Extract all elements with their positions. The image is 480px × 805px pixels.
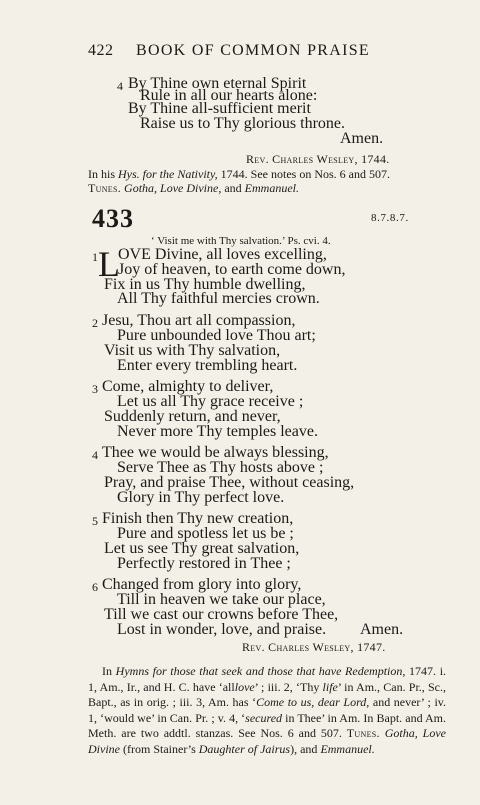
verse-line: By Thine all-sufficient merit: [128, 100, 311, 117]
verse-line: Finish then Thy new creation,: [102, 510, 294, 527]
verse-line: Pray, and praise Thee, without ceasing,: [104, 474, 355, 491]
editorial-notes: In Hymns for those that seek and those that have Redemption, 1747. i. 1, Am., Ir., and H. C. have ‘alllove’ ; iii. 2, ‘Thy life’ in Am., Can. Pr., Sc., Bapt., as in orig. ; iii. 3, Am. has ‘Come to us, dear Lord, and never’ ; iv. 1, ‘would we’ in Can. Pr. ; v. 4, ‘secured in Thee’ in Am. In Bapt. and Am. Meth. are two addtl. stanzas. See Nos. 6 and 507. Tunes. Gotha, Love Divine (from Stainer’s Daughter of Jairus), and Emmanuel.: [88, 664, 447, 756]
running-title: BOOK OF COMMON PRAISE: [136, 42, 371, 59]
running-header: [88, 42, 440, 62]
hymn-meter: 8.7.8.7.: [371, 212, 409, 224]
verse-line: Rule in all our hearts alone:: [140, 87, 318, 104]
verse-line: Changed from glory into glory,: [102, 576, 302, 593]
verse-line: Pure and spotless let us be ;: [117, 525, 294, 542]
verse-number: 5: [92, 514, 98, 528]
verse-line: Let us see Thy great salvation,: [104, 540, 300, 557]
page-number: 422: [88, 42, 114, 59]
verse-line: Glory in Thy perfect love.: [117, 489, 285, 506]
amen: Amen.: [340, 130, 384, 147]
hymn-author: Rev. Charles Wesley, 1747.: [242, 640, 386, 654]
verse-line: Joy of heaven, to earth come down,: [118, 261, 346, 278]
verse-line: Serve Thee as Thy hosts above ;: [117, 459, 324, 476]
verse-number: 3: [92, 382, 98, 396]
verse-line: Perfectly restored in Thee ;: [117, 555, 291, 572]
drop-cap: L: [98, 244, 120, 284]
verse-line: All Thy faithful mercies crown.: [117, 290, 320, 307]
verse-line: Till in heaven we take our place,: [117, 591, 326, 608]
epigraph: ‘ Visit me with Thy salvation.’ Ps. cvi. 4.: [151, 235, 331, 247]
amen: Amen.: [360, 621, 404, 638]
verse-line: Till we cast our crowns before Thee,: [104, 606, 339, 623]
tunes-note: Tunes. Gotha, Love Divine, and Emmanuel.: [88, 181, 299, 195]
verse-line: OVE Divine, all loves excelling,: [118, 246, 327, 263]
verse-line: Never more Thy temples leave.: [117, 423, 318, 440]
verse-line: Lost in wonder, love, and praise.: [117, 621, 327, 638]
verse-line: By Thine own eternal Spirit: [128, 75, 307, 92]
verse-number: 4: [117, 79, 123, 93]
verse-line: Come, almighty to deliver,: [102, 378, 274, 395]
verse-line: Fix in us Thy humble dwelling,: [104, 276, 306, 293]
verse-line: Visit us with Thy salvation,: [104, 342, 281, 359]
verse-number: 1: [92, 250, 98, 264]
source-note: In his Hys. for the Nativity, 1744. See notes on Nos. 6 and 507.: [88, 167, 390, 181]
verse-line: Raise us to Thy glorious throne.: [140, 115, 346, 132]
verse-line: Let us all Thy grace receive ;: [117, 393, 304, 410]
verse-line: Pure unbounded love Thou art;: [117, 327, 316, 344]
verse-line: Thee we would be always blessing,: [102, 444, 329, 461]
verse-line: Enter every trembling heart.: [117, 357, 298, 374]
verse-number: 2: [92, 316, 98, 330]
hymn-author: Rev. Charles Wesley, 1744.: [246, 152, 390, 166]
verse-line: Jesu, Thou art all compassion,: [102, 312, 296, 329]
verse-line: Suddenly return, and never,: [104, 408, 281, 425]
verse-number: 4: [92, 448, 98, 462]
hymn-number: 433: [92, 204, 134, 233]
verse-number: 6: [92, 580, 98, 594]
